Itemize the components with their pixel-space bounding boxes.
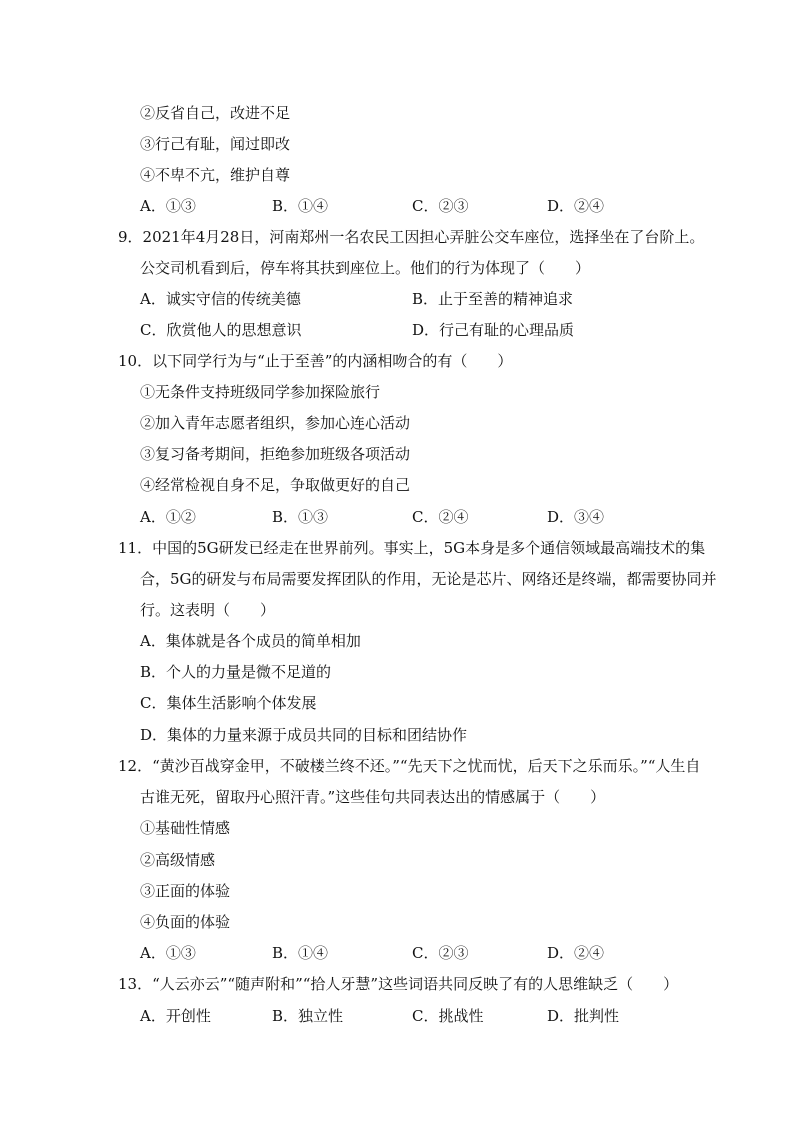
- q13-stem-line-1: 13．“人云亦云”“随声附和”“拾人牙慧”这些词语共同反映了有的人思维缺乏（ ）: [118, 975, 679, 993]
- q12-option-a: A．①③: [140, 944, 196, 962]
- q11-stem-line-3: 行。这表明（ ）: [140, 601, 276, 619]
- q13-option-d: D．批判性: [547, 1007, 620, 1025]
- q11-stem-line-2: 合，5G的研发与布局需要发挥团队的作用，无论是芯片、网络还是终端，都需要协同并: [140, 570, 717, 588]
- q9-stem-line-2: 公交司机看到后，停车将其扶到座位上。他们的行为体现了（ ）: [140, 259, 591, 277]
- q10-option-c: C．②④: [412, 508, 469, 526]
- q9-option-c: C．欣赏他人的思想意识: [140, 321, 302, 339]
- q12-item-2: ②高级情感: [140, 851, 216, 869]
- q13-option-b: B．独立性: [272, 1007, 344, 1025]
- q8-option-b: B．①④: [272, 197, 329, 215]
- q10-option-d: D．③④: [547, 508, 605, 526]
- q11-option-c: C．集体生活影响个体发展: [140, 694, 317, 712]
- q11-option-d: D．集体的力量来源于成员共同的目标和团结协作: [140, 726, 468, 744]
- q12-stem-line-2: 古谁无死，留取丹心照汗青。”这些佳句共同表达出的情感属于（ ）: [140, 788, 606, 806]
- q13-option-a: A．开创性: [140, 1007, 211, 1025]
- q10-item-1: ①无条件支持班级同学参加探险旅行: [140, 383, 381, 401]
- q10-item-3: ③复习备考期间，拒绝参加班级各项活动: [140, 445, 411, 463]
- q11-stem-line-1: 11．中国的5G研发已经走在世界前列。事实上，5G本身是多个通信领域最高端技术的集: [118, 539, 706, 557]
- q12-item-3: ③正面的体验: [140, 882, 231, 900]
- q12-item-4: ④负面的体验: [140, 913, 231, 931]
- q9-option-d: D．行己有耻的心理品质: [412, 321, 575, 339]
- q8-item-4: ④不卑不亢，维护自尊: [140, 166, 291, 184]
- q8-option-c: C．②③: [412, 197, 469, 215]
- q12-option-b: B．①④: [272, 944, 329, 962]
- q11-option-b: B．个人的力量是微不足道的: [140, 663, 332, 681]
- q8-item-3: ③行己有耻，闻过即改: [140, 135, 291, 153]
- q10-item-4: ④经常检视自身不足，争取做更好的自己: [140, 476, 411, 494]
- q10-option-a: A．①②: [140, 508, 196, 526]
- q10-item-2: ②加入青年志愿者组织，参加心连心活动: [140, 414, 411, 432]
- q9-stem-line-1: 9．2021年4月28日，河南郑州一名农民工因担心弄脏公交车座位，选择坐在了台阶上。: [118, 228, 705, 246]
- q12-option-c: C．②③: [412, 944, 469, 962]
- q12-option-d: D．②④: [547, 944, 605, 962]
- q9-option-a: A．诚实守信的传统美德: [140, 290, 301, 308]
- q8-option-a: A．①③: [140, 197, 196, 215]
- q12-stem-line-1: 12．“黄沙百战穿金甲，不破楼兰终不还。”“先天下之忧而忧，后天下之乐而乐。”“人生自: [118, 757, 701, 775]
- q12-item-1: ①基础性情感: [140, 819, 231, 837]
- q8-option-d: D．②④: [547, 197, 605, 215]
- q10-option-b: B．①③: [272, 508, 329, 526]
- q13-option-c: C．挑战性: [412, 1007, 484, 1025]
- q10-stem-line-1: 10．以下同学行为与“止于至善”的内涵相吻合的有（ ）: [118, 352, 513, 370]
- q8-item-2: ②反省自己，改进不足: [140, 104, 291, 122]
- q11-option-a: A．集体就是各个成员的简单相加: [140, 632, 361, 650]
- q9-option-b: B．止于至善的精神追求: [412, 290, 574, 308]
